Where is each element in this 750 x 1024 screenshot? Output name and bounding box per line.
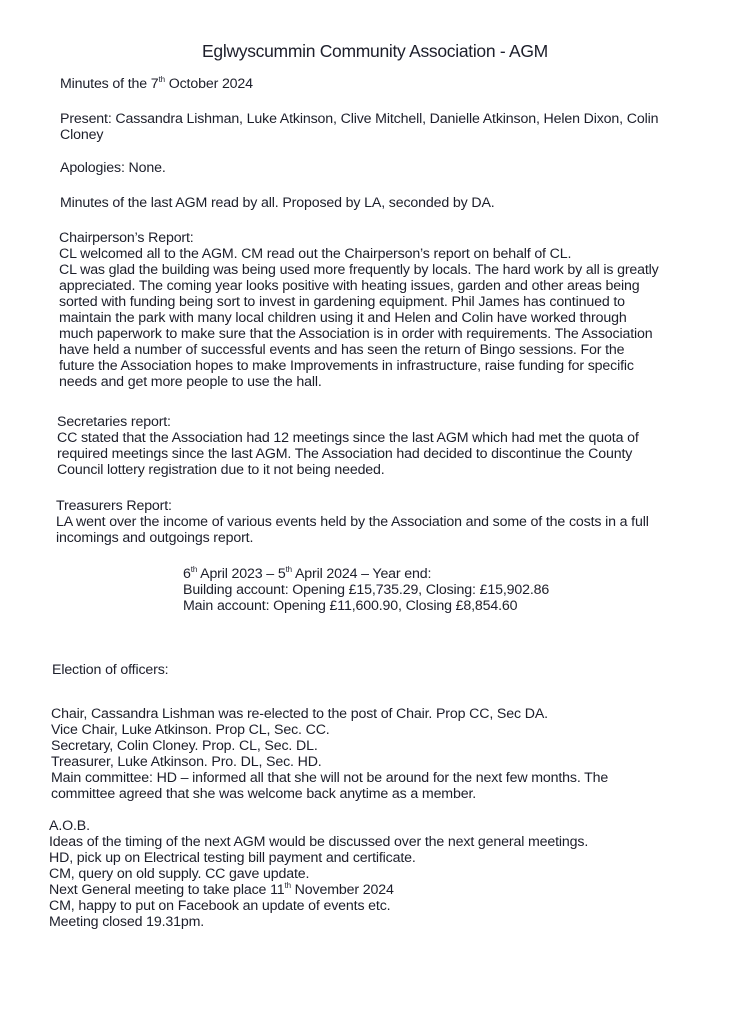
paragraph-line: maintain the park with many local children using it and Helen and Colin have worked through [59, 310, 627, 326]
paragraph-line: needs and get more people to use the hall. [59, 374, 322, 390]
next-meeting-line [49, 882, 709, 898]
paragraph-line: Council lottery registration due to it not being needed. [57, 462, 385, 478]
period-middle: April 2023 – 5 [197, 566, 286, 582]
officer-line: committee agreed that she was welcome back anytime as a member. [51, 786, 477, 802]
officer-line: Treasurer, Luke Atkinson. Pro. DL, Sec. HD. [51, 754, 322, 770]
section-heading: Chairperson’s Report: [59, 230, 194, 246]
next-meeting-suffix: November 2024 [290, 882, 394, 898]
apologies: Apologies: None. [60, 160, 166, 176]
aob-line: CM, query on old supply. CC gave update. [49, 866, 310, 882]
next-meeting-sup: th [284, 881, 291, 890]
chairperson-section [59, 230, 719, 390]
present-line: Present: Cassandra Lishman, Luke Atkinson, Clive Mitchell, Danielle Atkinson, Helen Dixon, Colin [60, 111, 659, 127]
last-agm-minutes: Minutes of the last AGM read by all. Proposed by LA, seconded by DA. [60, 195, 495, 211]
aob-line: Ideas of the timing of the next AGM would be discussed over the next general meetings. [49, 834, 589, 850]
aob-section [49, 818, 709, 930]
section-heading: A.O.B. [49, 818, 90, 834]
paragraph-line: CL was glad the building was being used more frequently by locals. The hard work by all is greatly [59, 262, 659, 278]
paragraph-line: future the Association hopes to make Improvements in infrastructure, raise funding for specific [59, 358, 634, 374]
secretaries-section [57, 414, 717, 478]
section-heading: Treasurers Report: [56, 498, 172, 514]
minutes-date [60, 76, 720, 92]
section-heading: Secretaries report: [57, 414, 171, 430]
paragraph-line: required meetings since the last AGM. The Association had decided to discontinue the County [57, 446, 633, 462]
main-account: Main account: Opening £11,600.90, Closing £8,854.60 [183, 598, 518, 614]
treasurers-section [56, 498, 716, 546]
officer-line: Main committee: HD – informed all that she will not be around for the next few months. The [51, 770, 609, 786]
period-end-sup: th [285, 565, 292, 574]
aob-line: HD, pick up on Electrical testing bill payment and certificate. [49, 850, 416, 866]
building-account: Building account: Opening £15,735.29, Closing: £15,902.86 [183, 582, 550, 598]
next-meeting-prefix: Next General meeting to take place 11 [49, 882, 285, 898]
officer-line: Chair, Cassandra Lishman was re-elected to the post of Chair. Prop CC, Sec DA. [51, 706, 548, 722]
paragraph-line: much paperwork to make sure that the Association is in order with requirements. The Association [59, 326, 653, 342]
period-end: April 2024 – Year end: [291, 566, 432, 582]
paragraph-line: have held a number of successful events and has seen the return of Bingo sessions. For the [59, 342, 625, 358]
officer-line: Vice Chair, Luke Atkinson. Prop CL, Sec. CC. [51, 722, 330, 738]
election-heading: Election of officers: [52, 662, 169, 678]
accounts-period [183, 566, 623, 582]
aob-line: Meeting closed 19.31pm. [49, 914, 205, 930]
accounts-summary [183, 566, 623, 614]
officer-line: Secretary, Colin Cloney. Prop. CL, Sec. DL. [51, 738, 318, 754]
minutes-date-prefix: Minutes of the 7 [60, 76, 159, 92]
document-title: Eglwyscummin Community Association - AGM [202, 41, 548, 61]
present-section [60, 111, 720, 143]
period-start-sup: th [190, 565, 198, 574]
election-section [51, 706, 711, 802]
paragraph-line: LA went over the income of various events held by the Association and some of the costs in a full [56, 514, 649, 530]
paragraph-line: incomings and outgoings report. [56, 530, 254, 546]
paragraph-line: CL welcomed all to the AGM. CM read out the Chairperson’s report on behalf of CL. [59, 246, 572, 262]
paragraph-line: sorted with funding being sort to invest in gardening equipment. Phil James has continued to [59, 294, 625, 310]
period-start-day: 6 [183, 566, 191, 582]
paragraph-line: appreciated. The coming year looks positive with heating issues, garden and other areas being [59, 278, 640, 294]
aob-line: CM, happy to put on Facebook an update of events etc. [49, 898, 391, 914]
minutes-date-suffix: October 2024 [164, 76, 253, 92]
minutes-date-sup: th [158, 75, 165, 84]
paragraph-line: CC stated that the Association had 12 meetings since the last AGM which had met the quota of [57, 430, 639, 446]
present-line: Cloney [60, 127, 104, 143]
